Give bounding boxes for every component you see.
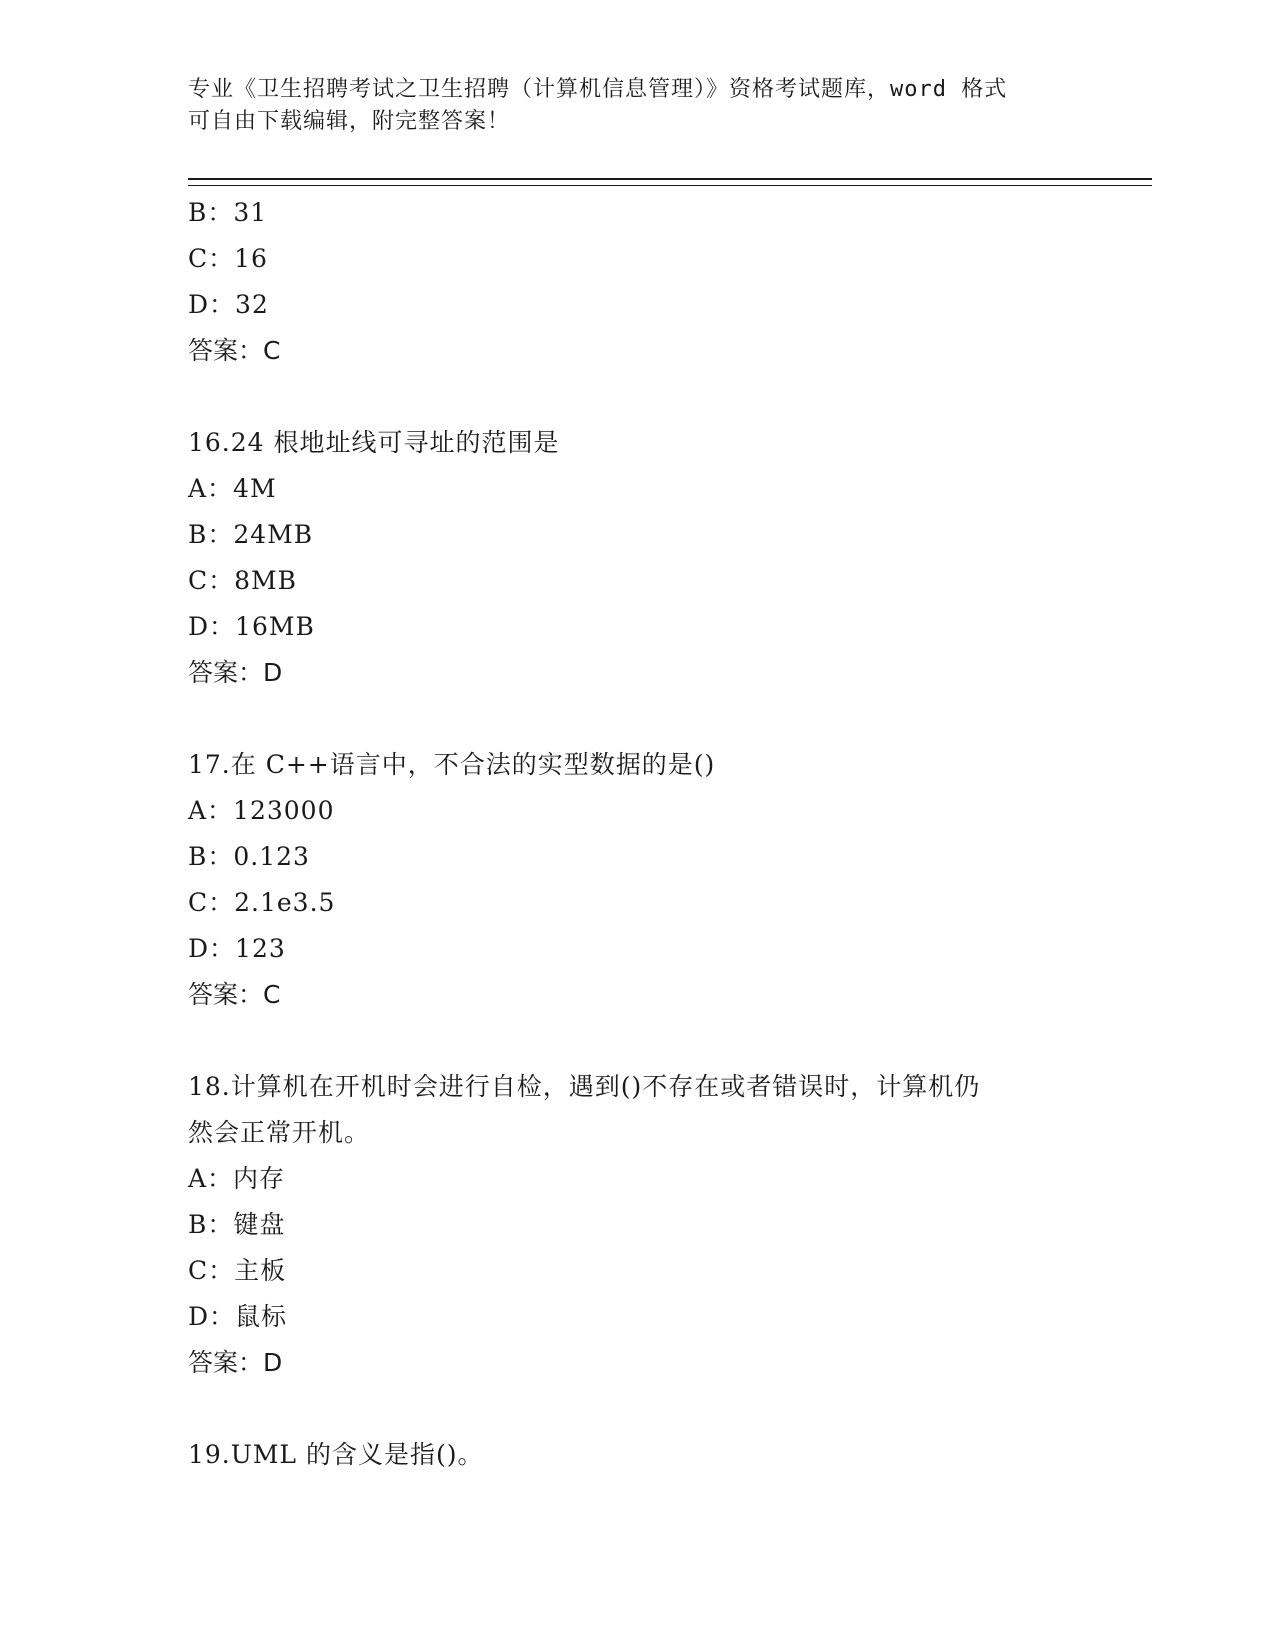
option-b: B：0.123 — [188, 842, 310, 871]
header-divider — [188, 178, 1152, 186]
option-d: D：123 — [188, 934, 286, 963]
question-text-line-1: 18.计算机在开机时会进行自检，遇到()不存在或者错误时，计算机仍 — [188, 1072, 981, 1101]
answer: 答案：D — [188, 1348, 283, 1377]
option-b: B：24MB — [188, 520, 314, 549]
option-b: B：31 — [188, 198, 268, 227]
option-d: D：16MB — [188, 612, 315, 641]
question-17 — [188, 742, 1088, 1018]
answer: 答案：D — [188, 658, 283, 687]
spacer — [188, 696, 1088, 742]
spacer — [188, 1018, 1088, 1064]
question-19 — [188, 1432, 1088, 1478]
option-a: A：内存 — [188, 1164, 286, 1193]
header-line-2: 可自由下载编辑，附完整答案！ — [188, 109, 511, 134]
option-a: A：123000 — [188, 796, 335, 825]
spacer — [188, 374, 1088, 420]
option-c: C：2.1e3.5 — [188, 888, 336, 917]
option-a: A：4M — [188, 474, 277, 503]
question-list — [188, 190, 1088, 1478]
spacer — [188, 1386, 1088, 1432]
option-b: B：键盘 — [188, 1210, 286, 1239]
header-line-1: 专业《卫生招聘考试之卫生招聘（计算机信息管理）》资格考试题库，word 格式 — [188, 77, 1008, 102]
question-text: 19.UML 的含义是指()。 — [188, 1440, 484, 1469]
option-c: C：8MB — [188, 566, 298, 595]
page-header — [188, 74, 1088, 138]
option-c: C：16 — [188, 244, 268, 273]
question-text-line-2: 然会正常开机。 — [188, 1118, 371, 1147]
question-text: 17.在 C++语言中，不合法的实型数据的是() — [188, 750, 716, 779]
answer: 答案：C — [188, 336, 281, 365]
option-d: D：32 — [188, 290, 269, 319]
option-d: D：鼠标 — [188, 1302, 288, 1331]
question-15-tail — [188, 190, 1088, 374]
option-c: C：主板 — [188, 1256, 287, 1285]
question-text: 16.24 根地址线可寻址的范围是 — [188, 428, 560, 457]
question-16 — [188, 420, 1088, 696]
answer: 答案：C — [188, 980, 281, 1009]
question-18 — [188, 1064, 1088, 1386]
